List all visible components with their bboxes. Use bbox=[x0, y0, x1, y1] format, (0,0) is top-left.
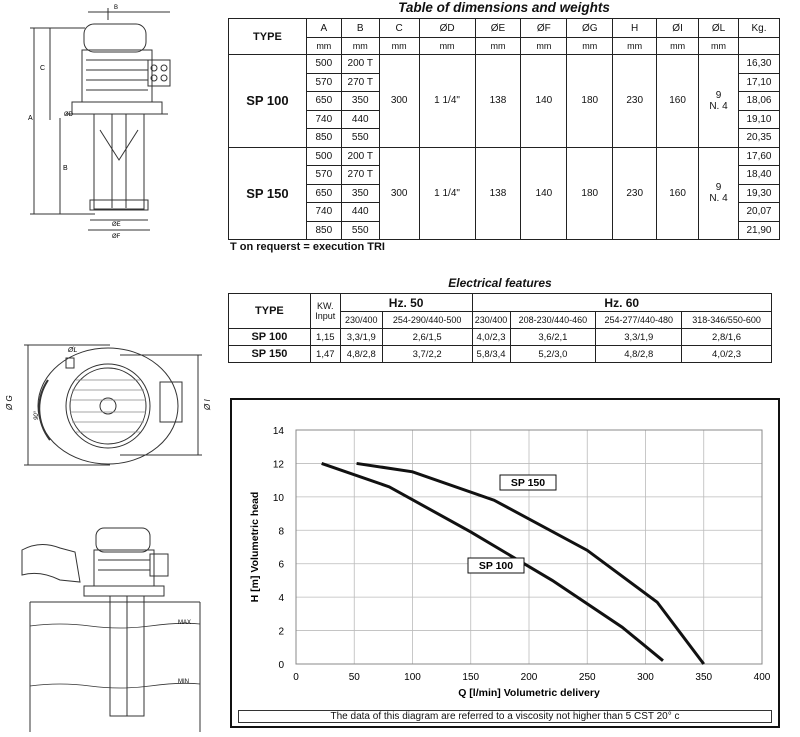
el-header-type: TYPE bbox=[229, 294, 311, 329]
cell-kg: 17,10 bbox=[738, 73, 779, 92]
col-header: ØE bbox=[475, 19, 521, 38]
dim-label: B bbox=[114, 5, 119, 11]
cell-b: 550 bbox=[341, 221, 379, 240]
cell-l-count: N. 4 bbox=[709, 193, 728, 205]
col-unit: mm bbox=[379, 38, 419, 55]
cell-b: 270 T bbox=[341, 73, 379, 92]
dim-label: ØD bbox=[64, 112, 73, 118]
x-tick-label: 400 bbox=[753, 672, 771, 683]
el-value: 3,7/2,2 bbox=[382, 346, 472, 363]
x-tick-label: 100 bbox=[404, 672, 421, 683]
col-header: ØD bbox=[419, 19, 475, 38]
el-value: 4,0/2,3 bbox=[472, 329, 510, 346]
cell-b: 350 bbox=[341, 92, 379, 111]
cell-a: 650 bbox=[306, 92, 341, 111]
dimensions-table bbox=[228, 18, 780, 240]
y-axis-label: H [m] Volumetric head bbox=[249, 491, 261, 603]
el-type: SP 150 bbox=[229, 346, 311, 363]
col-header: A bbox=[306, 19, 341, 38]
pump-side-view-drawing bbox=[0, 0, 230, 245]
y-tick-label: 0 bbox=[278, 660, 284, 671]
col-unit: mm bbox=[341, 38, 379, 55]
el-value: 2,8/1,6 bbox=[682, 329, 772, 346]
y-tick-label: 4 bbox=[278, 593, 284, 605]
cell-kg: 19,30 bbox=[738, 184, 779, 203]
type-cell: SP 100 bbox=[229, 55, 307, 148]
el-value: 5,2/3,0 bbox=[510, 346, 596, 363]
type-cell: SP 150 bbox=[229, 147, 307, 240]
el-kw-label: KW. bbox=[317, 301, 334, 311]
cell-l-count: N. 4 bbox=[709, 100, 728, 112]
cell-e: 138 bbox=[475, 55, 521, 148]
col-header: Kg. bbox=[738, 19, 779, 38]
cell-d: 1 1/4" bbox=[419, 55, 475, 148]
cell-a: 570 bbox=[306, 166, 341, 185]
x-tick-label: 200 bbox=[520, 672, 538, 683]
cell-a: 500 bbox=[306, 147, 341, 166]
el-voltage: 230/400 bbox=[472, 312, 510, 329]
el-header-hz60: Hz. 60 bbox=[472, 294, 771, 312]
x-tick-label: 250 bbox=[578, 672, 596, 683]
el-kw: 1,47 bbox=[310, 346, 340, 363]
col-unit: mm bbox=[475, 38, 521, 55]
cell-d: 1 1/4" bbox=[419, 147, 475, 240]
dim-label: C bbox=[40, 65, 46, 72]
cell-b: 350 bbox=[341, 184, 379, 203]
y-tick-label: 8 bbox=[278, 526, 284, 538]
col-unit: mm bbox=[613, 38, 657, 55]
col-header: B bbox=[341, 19, 379, 38]
dim-label: A bbox=[28, 115, 33, 122]
series-label: SP 100 bbox=[478, 560, 514, 572]
cell-a: 650 bbox=[306, 184, 341, 203]
dim-label: 90° bbox=[34, 410, 40, 420]
cell-f: 140 bbox=[521, 55, 567, 148]
col-unit: mm bbox=[567, 38, 613, 55]
dim-label: ØF bbox=[112, 234, 121, 240]
el-value: 2,6/1,5 bbox=[382, 329, 472, 346]
performance-chart bbox=[232, 400, 778, 726]
cell-l bbox=[699, 55, 739, 148]
x-tick-label: 150 bbox=[462, 672, 480, 683]
col-header: ØL bbox=[699, 19, 739, 38]
el-header-kw bbox=[310, 294, 340, 329]
cell-b: 270 T bbox=[341, 166, 379, 185]
cell-b: 440 bbox=[341, 110, 379, 129]
el-value: 4,8/2,8 bbox=[340, 346, 382, 363]
col-header: ØG bbox=[567, 19, 613, 38]
el-voltage: 318-346/550-600 bbox=[682, 312, 772, 329]
col-unit: mm bbox=[521, 38, 567, 55]
col-header: C bbox=[379, 19, 419, 38]
el-voltage: 254-290/440-500 bbox=[382, 312, 472, 329]
col-unit: mm bbox=[699, 38, 739, 55]
x-tick-label: 350 bbox=[695, 672, 713, 683]
pump-top-view-drawing bbox=[0, 330, 230, 490]
cell-kg: 20,35 bbox=[738, 129, 779, 148]
x-axis-label: Q [l/min] Volumetric delivery bbox=[458, 687, 600, 699]
dim-label: ØL bbox=[68, 347, 78, 354]
y-tick-label: 14 bbox=[272, 426, 284, 437]
x-tick-label: 0 bbox=[293, 672, 299, 683]
cell-h: 230 bbox=[613, 55, 657, 148]
cell-e: 138 bbox=[475, 147, 521, 240]
cell-kg: 19,10 bbox=[738, 110, 779, 129]
y-tick-label: 12 bbox=[272, 459, 284, 471]
dim-label: ØE bbox=[112, 222, 121, 228]
dim-label: Ø I bbox=[203, 399, 212, 410]
y-tick-label: 2 bbox=[278, 626, 284, 638]
cell-a: 850 bbox=[306, 221, 341, 240]
cell-kg: 21,90 bbox=[738, 221, 779, 240]
el-value: 3,6/2,1 bbox=[510, 329, 596, 346]
col-unit: mm bbox=[657, 38, 699, 55]
cell-l-value: 9 bbox=[715, 89, 722, 101]
col-header-type: TYPE bbox=[229, 19, 307, 55]
max-level-label: MAX bbox=[178, 620, 192, 626]
el-value: 3,3/1,9 bbox=[596, 329, 682, 346]
cell-b: 200 T bbox=[341, 55, 379, 74]
y-tick-label: 10 bbox=[272, 492, 284, 504]
cell-b: 200 T bbox=[341, 147, 379, 166]
min-level-label: MIN bbox=[178, 679, 189, 685]
dim-label: Ø G bbox=[5, 395, 14, 410]
cell-a: 740 bbox=[306, 110, 341, 129]
chart-footnote: The data of this diagram are referred to a viscosity not higher than 5 CST 20° c bbox=[330, 711, 680, 722]
cell-c: 300 bbox=[379, 55, 419, 148]
cell-h: 230 bbox=[613, 147, 657, 240]
cell-f: 140 bbox=[521, 147, 567, 240]
cell-l bbox=[699, 147, 739, 240]
el-value: 3,3/1,9 bbox=[340, 329, 382, 346]
col-unit: mm bbox=[419, 38, 475, 55]
col-header: ØI bbox=[657, 19, 699, 38]
cell-a: 500 bbox=[306, 55, 341, 74]
col-unit: mm bbox=[306, 38, 341, 55]
pump-installation-drawing bbox=[0, 520, 230, 735]
cell-kg: 18,06 bbox=[738, 92, 779, 111]
el-value: 5,8/3,4 bbox=[472, 346, 510, 363]
el-header-hz50: Hz. 50 bbox=[340, 294, 472, 312]
electrical-table bbox=[228, 293, 772, 363]
dimensions-table-title: Table of dimensions and weights bbox=[398, 0, 610, 15]
el-voltage: 254-277/440-480 bbox=[596, 312, 682, 329]
y-tick-label: 6 bbox=[278, 559, 284, 571]
chart-footnote-box bbox=[238, 710, 772, 723]
x-tick-label: 50 bbox=[348, 672, 360, 683]
electrical-table-title: Electrical features bbox=[448, 276, 552, 290]
cell-g: 180 bbox=[567, 55, 613, 148]
cell-kg: 16,30 bbox=[738, 55, 779, 74]
cell-g: 180 bbox=[567, 147, 613, 240]
el-input-label: Input bbox=[315, 311, 336, 321]
col-header: ØF bbox=[521, 19, 567, 38]
cell-b: 550 bbox=[341, 129, 379, 148]
cell-c: 300 bbox=[379, 147, 419, 240]
cell-b: 440 bbox=[341, 203, 379, 222]
el-value: 4,0/2,3 bbox=[682, 346, 772, 363]
series-label: SP 150 bbox=[510, 477, 546, 489]
cell-i: 160 bbox=[657, 147, 699, 240]
cell-l-value: 9 bbox=[715, 182, 722, 194]
cell-a: 850 bbox=[306, 129, 341, 148]
col-header: H bbox=[613, 19, 657, 38]
dim-label: B bbox=[63, 165, 68, 172]
cell-kg: 18,40 bbox=[738, 166, 779, 185]
cell-i: 160 bbox=[657, 55, 699, 148]
cell-kg: 20,07 bbox=[738, 203, 779, 222]
el-type: SP 100 bbox=[229, 329, 311, 346]
cell-a: 570 bbox=[306, 73, 341, 92]
el-value: 4,8/2,8 bbox=[596, 346, 682, 363]
x-tick-label: 300 bbox=[637, 672, 654, 683]
el-voltage: 230/400 bbox=[340, 312, 382, 329]
cell-a: 740 bbox=[306, 203, 341, 222]
dimensions-footnote: T on requerst = execution TRI bbox=[230, 241, 385, 253]
el-kw: 1,15 bbox=[310, 329, 340, 346]
el-voltage: 208-230/440-460 bbox=[510, 312, 596, 329]
cell-kg: 17,60 bbox=[738, 147, 779, 166]
